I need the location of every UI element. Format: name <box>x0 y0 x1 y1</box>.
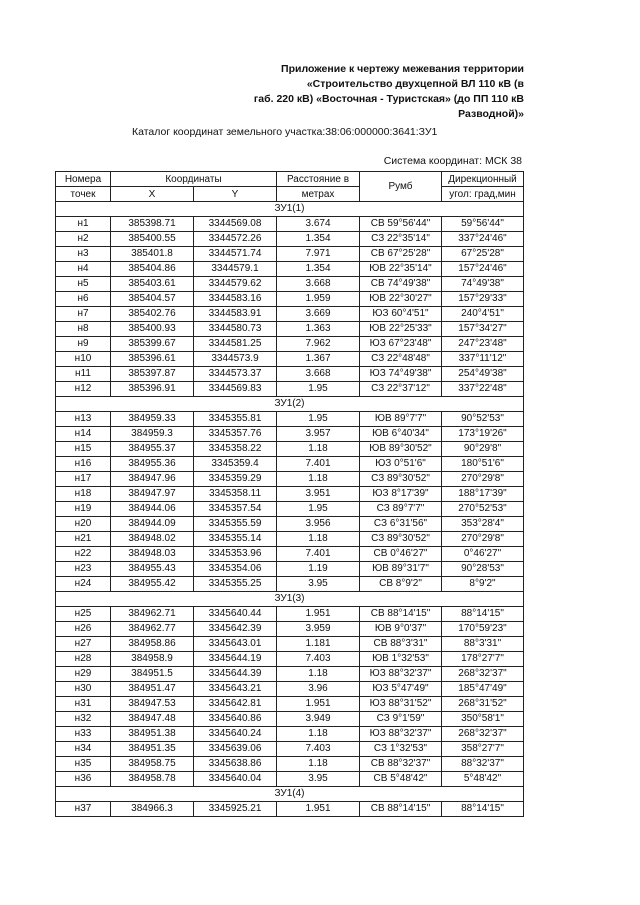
table-row <box>56 442 524 457</box>
rhumb-cell: ЮЗ 67°23'48" <box>360 337 442 352</box>
distance-cell: 1.95 <box>277 412 360 427</box>
point-number-cell: н24 <box>56 577 111 592</box>
y-coordinate-cell: 3344572.26 <box>194 232 277 247</box>
point-number-cell: н28 <box>56 652 111 667</box>
distance-cell: 3.668 <box>277 367 360 382</box>
point-number-cell: н13 <box>56 412 111 427</box>
x-coordinate-cell: 385402.76 <box>111 307 194 322</box>
section-label: ЗУ1(1) <box>56 202 524 217</box>
table-row <box>56 502 524 517</box>
point-number-cell: н17 <box>56 472 111 487</box>
distance-cell: 7.403 <box>277 652 360 667</box>
rhumb-cell: ЮЗ 60°4'51" <box>360 307 442 322</box>
y-coordinate-cell: 3344583.16 <box>194 292 277 307</box>
y-coordinate-cell: 3345639.06 <box>194 742 277 757</box>
x-coordinate-cell: 384955.42 <box>111 577 194 592</box>
angle-cell: 180°51'6" <box>442 457 524 472</box>
y-coordinate-cell: 3345355.14 <box>194 532 277 547</box>
x-coordinate-cell: 384951.47 <box>111 682 194 697</box>
point-number-cell: н30 <box>56 682 111 697</box>
y-coordinate-cell: 3345644.19 <box>194 652 277 667</box>
header-distance-top: Расстояние в <box>277 172 360 187</box>
rhumb-cell: СВ 8°9'2" <box>360 577 442 592</box>
x-coordinate-cell: 385404.86 <box>111 262 194 277</box>
x-coordinate-cell: 385400.93 <box>111 322 194 337</box>
x-coordinate-cell: 384955.37 <box>111 442 194 457</box>
point-number-cell: н26 <box>56 622 111 637</box>
angle-cell: 270°29'8" <box>442 472 524 487</box>
x-coordinate-cell: 384962.77 <box>111 622 194 637</box>
rhumb-cell: ЮЗ 5°47'49" <box>360 682 442 697</box>
y-coordinate-cell: 3345357.54 <box>194 502 277 517</box>
x-coordinate-cell: 384959.33 <box>111 412 194 427</box>
rhumb-cell: СЗ 89°7'7" <box>360 502 442 517</box>
distance-cell: 1.363 <box>277 322 360 337</box>
angle-cell: 270°52'53" <box>442 502 524 517</box>
table-row <box>56 682 524 697</box>
table-row <box>56 382 524 397</box>
table-row <box>56 802 524 817</box>
point-number-cell: н4 <box>56 262 111 277</box>
table-row <box>56 667 524 682</box>
y-coordinate-cell: 3344581.25 <box>194 337 277 352</box>
y-coordinate-cell: 3345358.11 <box>194 487 277 502</box>
y-coordinate-cell: 3344573.9 <box>194 352 277 367</box>
coordinate-system-label: Система координат: МСК 38 <box>383 155 522 167</box>
distance-cell: 1.18 <box>277 472 360 487</box>
table-row <box>56 637 524 652</box>
distance-cell: 1.18 <box>277 727 360 742</box>
header-y: Y <box>194 187 277 202</box>
rhumb-cell: ЮВ 9°0'37" <box>360 622 442 637</box>
distance-cell: 3.951 <box>277 487 360 502</box>
angle-cell: 254°49'38" <box>442 367 524 382</box>
table-row <box>56 727 524 742</box>
y-coordinate-cell: 3345357.76 <box>194 427 277 442</box>
point-number-cell: н37 <box>56 802 111 817</box>
title-line: «Строительство двухцепной ВЛ 110 кВ (в <box>306 78 524 90</box>
angle-cell: 0°46'27" <box>442 547 524 562</box>
point-number-cell: н31 <box>56 697 111 712</box>
title-line: Разводной)» <box>458 108 524 120</box>
angle-cell: 337°24'46" <box>442 232 524 247</box>
header-angle-top: Дирекционный <box>442 172 524 187</box>
y-coordinate-cell: 3345640.86 <box>194 712 277 727</box>
angle-cell: 74°49'38" <box>442 277 524 292</box>
point-number-cell: н5 <box>56 277 111 292</box>
angle-cell: 157°34'27" <box>442 322 524 337</box>
point-number-cell: н33 <box>56 727 111 742</box>
rhumb-cell: СВ 67°25'28" <box>360 247 442 262</box>
angle-cell: 88°32'37" <box>442 757 524 772</box>
table-row <box>56 517 524 532</box>
section-label: ЗУ1(2) <box>56 397 524 412</box>
angle-cell: 5°48'42" <box>442 772 524 787</box>
point-number-cell: н16 <box>56 457 111 472</box>
table-row <box>56 247 524 262</box>
distance-cell: 7.403 <box>277 742 360 757</box>
rhumb-cell: ЮВ 89°31'7" <box>360 562 442 577</box>
x-coordinate-cell: 385396.61 <box>111 352 194 367</box>
table-row <box>56 352 524 367</box>
point-number-cell: н27 <box>56 637 111 652</box>
table-row <box>56 772 524 787</box>
table-row <box>56 337 524 352</box>
x-coordinate-cell: 385396.91 <box>111 382 194 397</box>
distance-cell: 1.18 <box>277 442 360 457</box>
table-row <box>56 562 524 577</box>
y-coordinate-cell: 3345640.24 <box>194 727 277 742</box>
y-coordinate-cell: 3345640.04 <box>194 772 277 787</box>
point-number-cell: н34 <box>56 742 111 757</box>
header-rhumb: Румб <box>360 172 442 202</box>
rhumb-cell: СВ 5°48'42" <box>360 772 442 787</box>
table-row <box>56 292 524 307</box>
point-number-cell: н3 <box>56 247 111 262</box>
point-number-cell: н22 <box>56 547 111 562</box>
angle-cell: 353°28'4" <box>442 517 524 532</box>
angle-cell: 268°31'52" <box>442 697 524 712</box>
point-number-cell: н20 <box>56 517 111 532</box>
distance-cell: 1.95 <box>277 382 360 397</box>
distance-cell: 1.951 <box>277 697 360 712</box>
point-number-cell: н36 <box>56 772 111 787</box>
distance-cell: 1.354 <box>277 232 360 247</box>
distance-cell: 7.401 <box>277 457 360 472</box>
rhumb-cell: СЗ 89°30'52" <box>360 472 442 487</box>
x-coordinate-cell: 384955.43 <box>111 562 194 577</box>
table-row <box>56 232 524 247</box>
section-row <box>56 397 524 412</box>
y-coordinate-cell: 3345925.21 <box>194 802 277 817</box>
angle-cell: 88°3'31" <box>442 637 524 652</box>
angle-cell: 185°47'49" <box>442 682 524 697</box>
section-row <box>56 592 524 607</box>
point-number-cell: н19 <box>56 502 111 517</box>
angle-cell: 268°32'37" <box>442 727 524 742</box>
y-coordinate-cell: 3344583.91 <box>194 307 277 322</box>
coordinates-table <box>55 171 524 817</box>
rhumb-cell: ЮВ 89°30'52" <box>360 442 442 457</box>
point-number-cell: н8 <box>56 322 111 337</box>
x-coordinate-cell: 384944.09 <box>111 517 194 532</box>
angle-cell: 90°29'8" <box>442 442 524 457</box>
y-coordinate-cell: 3345355.25 <box>194 577 277 592</box>
table-row <box>56 757 524 772</box>
rhumb-cell: ЮВ 22°25'33" <box>360 322 442 337</box>
table-row <box>56 487 524 502</box>
y-coordinate-cell: 3345640.44 <box>194 607 277 622</box>
distance-cell: 3.957 <box>277 427 360 442</box>
angle-cell: 88°14'15" <box>442 802 524 817</box>
x-coordinate-cell: 384947.48 <box>111 712 194 727</box>
angle-cell: 173°19'26" <box>442 427 524 442</box>
x-coordinate-cell: 384951.35 <box>111 742 194 757</box>
y-coordinate-cell: 3345643.01 <box>194 637 277 652</box>
point-number-cell: н11 <box>56 367 111 382</box>
table-row <box>56 412 524 427</box>
table-row <box>56 712 524 727</box>
angle-cell: 59°56'44" <box>442 217 524 232</box>
catalog-caption: Каталог координат земельного участка:38:06:000000:3641:ЗУ1 <box>132 126 438 138</box>
distance-cell: 3.959 <box>277 622 360 637</box>
distance-cell: 1.951 <box>277 607 360 622</box>
table-row <box>56 322 524 337</box>
angle-cell: 90°28'53" <box>442 562 524 577</box>
x-coordinate-cell: 384947.96 <box>111 472 194 487</box>
point-number-cell: н21 <box>56 532 111 547</box>
rhumb-cell: СВ 88°14'15" <box>360 607 442 622</box>
y-coordinate-cell: 3344571.74 <box>194 247 277 262</box>
title-line: Приложение к чертежу межевания территории <box>281 63 524 75</box>
x-coordinate-cell: 384944.06 <box>111 502 194 517</box>
rhumb-cell: СЗ 1°32'53" <box>360 742 442 757</box>
x-coordinate-cell: 384959.3 <box>111 427 194 442</box>
y-coordinate-cell: 3344580.73 <box>194 322 277 337</box>
distance-cell: 3.674 <box>277 217 360 232</box>
table-row <box>56 742 524 757</box>
x-coordinate-cell: 384948.03 <box>111 547 194 562</box>
table-row <box>56 307 524 322</box>
y-coordinate-cell: 3345354.06 <box>194 562 277 577</box>
distance-cell: 3.668 <box>277 277 360 292</box>
x-coordinate-cell: 384951.5 <box>111 667 194 682</box>
table-header <box>56 172 524 202</box>
table-row <box>56 427 524 442</box>
rhumb-cell: ЮЗ 0°51'6" <box>360 457 442 472</box>
table-row <box>56 577 524 592</box>
angle-cell: 268°32'37" <box>442 667 524 682</box>
x-coordinate-cell: 384947.53 <box>111 697 194 712</box>
point-number-cell: н15 <box>56 442 111 457</box>
y-coordinate-cell: 3345355.59 <box>194 517 277 532</box>
y-coordinate-cell: 3345643.21 <box>194 682 277 697</box>
rhumb-cell: СЗ 9°1'59" <box>360 712 442 727</box>
x-coordinate-cell: 385401.8 <box>111 247 194 262</box>
rhumb-cell: ЮЗ 88°32'37" <box>360 667 442 682</box>
x-coordinate-cell: 385400.55 <box>111 232 194 247</box>
rhumb-cell: ЮЗ 88°32'37" <box>360 727 442 742</box>
distance-cell: 1.181 <box>277 637 360 652</box>
point-number-cell: н25 <box>56 607 111 622</box>
distance-cell: 1.18 <box>277 667 360 682</box>
point-number-cell: н12 <box>56 382 111 397</box>
distance-cell: 7.971 <box>277 247 360 262</box>
point-number-cell: н18 <box>56 487 111 502</box>
rhumb-cell: СВ 88°14'15" <box>360 802 442 817</box>
angle-cell: 90°52'53" <box>442 412 524 427</box>
rhumb-cell: СВ 59°56'44" <box>360 217 442 232</box>
y-coordinate-cell: 3345359.4 <box>194 457 277 472</box>
angle-cell: 157°29'33" <box>442 292 524 307</box>
rhumb-cell: ЮЗ 74°49'38" <box>360 367 442 382</box>
distance-cell: 1.95 <box>277 502 360 517</box>
table-row <box>56 262 524 277</box>
rhumb-cell: СЗ 89°30'52" <box>360 532 442 547</box>
distance-cell: 1.367 <box>277 352 360 367</box>
y-coordinate-cell: 3344569.83 <box>194 382 277 397</box>
x-coordinate-cell: 385398.71 <box>111 217 194 232</box>
point-number-cell: н35 <box>56 757 111 772</box>
point-number-cell: н29 <box>56 667 111 682</box>
distance-cell: 7.962 <box>277 337 360 352</box>
distance-cell: 1.354 <box>277 262 360 277</box>
rhumb-cell: СЗ 22°48'48" <box>360 352 442 367</box>
x-coordinate-cell: 384958.78 <box>111 772 194 787</box>
point-number-cell: н1 <box>56 217 111 232</box>
distance-cell: 3.949 <box>277 712 360 727</box>
rhumb-cell: СЗ 22°37'12" <box>360 382 442 397</box>
x-coordinate-cell: 385404.57 <box>111 292 194 307</box>
rhumb-cell: ЮВ 6°40'34" <box>360 427 442 442</box>
distance-cell: 3.95 <box>277 577 360 592</box>
table-body <box>56 202 524 817</box>
rhumb-cell: СВ 0°46'27" <box>360 547 442 562</box>
table-row <box>56 457 524 472</box>
y-coordinate-cell: 3345358.22 <box>194 442 277 457</box>
rhumb-cell: СЗ 6°31'56" <box>360 517 442 532</box>
table-row <box>56 277 524 292</box>
angle-cell: 170°59'23" <box>442 622 524 637</box>
x-coordinate-cell: 385397.87 <box>111 367 194 382</box>
y-coordinate-cell: 3344579.62 <box>194 277 277 292</box>
point-number-cell: н2 <box>56 232 111 247</box>
distance-cell: 3.95 <box>277 772 360 787</box>
table-row <box>56 472 524 487</box>
title-line: габ. 220 кВ) «Восточная - Туристская» (до ПП 110 кВ <box>253 93 524 105</box>
rhumb-cell: СЗ 22°35'14" <box>360 232 442 247</box>
table-row <box>56 697 524 712</box>
y-coordinate-cell: 3345642.81 <box>194 697 277 712</box>
point-number-cell: н10 <box>56 352 111 367</box>
angle-cell: 247°23'48" <box>442 337 524 352</box>
table-row <box>56 217 524 232</box>
header-distance-bottom: метрах <box>277 187 360 202</box>
angle-cell: 67°25'28" <box>442 247 524 262</box>
rhumb-cell: ЮВ 89°7'7" <box>360 412 442 427</box>
distance-cell: 1.959 <box>277 292 360 307</box>
table-row <box>56 547 524 562</box>
angle-cell: 178°27'7" <box>442 652 524 667</box>
x-coordinate-cell: 384958.9 <box>111 652 194 667</box>
angle-cell: 358°27'7" <box>442 742 524 757</box>
x-coordinate-cell: 384955.36 <box>111 457 194 472</box>
x-coordinate-cell: 384962.71 <box>111 607 194 622</box>
rhumb-cell: ЮВ 22°35'14" <box>360 262 442 277</box>
section-label: ЗУ1(3) <box>56 592 524 607</box>
x-coordinate-cell: 384951.38 <box>111 727 194 742</box>
x-coordinate-cell: 385399.67 <box>111 337 194 352</box>
x-coordinate-cell: 384947.97 <box>111 487 194 502</box>
rhumb-cell: ЮЗ 88°31'52" <box>360 697 442 712</box>
section-row <box>56 787 524 802</box>
distance-cell: 1.951 <box>277 802 360 817</box>
x-coordinate-cell: 384966.3 <box>111 802 194 817</box>
y-coordinate-cell: 3344569.08 <box>194 217 277 232</box>
y-coordinate-cell: 3345638.86 <box>194 757 277 772</box>
distance-cell: 1.18 <box>277 532 360 547</box>
y-coordinate-cell: 3345355.81 <box>194 412 277 427</box>
angle-cell: 337°22'48" <box>442 382 524 397</box>
y-coordinate-cell: 3345359.29 <box>194 472 277 487</box>
rhumb-cell: СВ 88°32'37" <box>360 757 442 772</box>
point-number-cell: н32 <box>56 712 111 727</box>
y-coordinate-cell: 3344579.1 <box>194 262 277 277</box>
header-angle-bottom: угол: град,мин <box>442 187 524 202</box>
document-title <box>194 62 524 122</box>
distance-cell: 3.669 <box>277 307 360 322</box>
table-row <box>56 622 524 637</box>
rhumb-cell: ЮЗ 8°17'39" <box>360 487 442 502</box>
section-label: ЗУ1(4) <box>56 787 524 802</box>
header-coordinates: Координаты <box>111 172 277 187</box>
angle-cell: 350°58'1" <box>442 712 524 727</box>
table-row <box>56 367 524 382</box>
angle-cell: 157°24'46" <box>442 262 524 277</box>
header-number-top: Номера <box>56 172 111 187</box>
y-coordinate-cell: 3344573.37 <box>194 367 277 382</box>
distance-cell: 1.19 <box>277 562 360 577</box>
angle-cell: 8°9'2" <box>442 577 524 592</box>
table-row <box>56 652 524 667</box>
point-number-cell: н23 <box>56 562 111 577</box>
rhumb-cell: СВ 74°49'38" <box>360 277 442 292</box>
x-coordinate-cell: 384958.75 <box>111 757 194 772</box>
distance-cell: 1.18 <box>277 757 360 772</box>
point-number-cell: н7 <box>56 307 111 322</box>
header-number-bottom: точек <box>56 187 111 202</box>
angle-cell: 88°14'15" <box>442 607 524 622</box>
distance-cell: 3.96 <box>277 682 360 697</box>
rhumb-cell: ЮВ 22°30'27" <box>360 292 442 307</box>
table-row <box>56 532 524 547</box>
angle-cell: 270°29'8" <box>442 532 524 547</box>
angle-cell: 240°4'51" <box>442 307 524 322</box>
x-coordinate-cell: 385403.61 <box>111 277 194 292</box>
y-coordinate-cell: 3345353.96 <box>194 547 277 562</box>
x-coordinate-cell: 384958.86 <box>111 637 194 652</box>
x-coordinate-cell: 384948.02 <box>111 532 194 547</box>
y-coordinate-cell: 3345642.39 <box>194 622 277 637</box>
distance-cell: 3.956 <box>277 517 360 532</box>
y-coordinate-cell: 3345644.39 <box>194 667 277 682</box>
table-row <box>56 607 524 622</box>
rhumb-cell: СВ 88°3'31" <box>360 637 442 652</box>
point-number-cell: н14 <box>56 427 111 442</box>
section-row <box>56 202 524 217</box>
angle-cell: 337°11'12" <box>442 352 524 367</box>
point-number-cell: н9 <box>56 337 111 352</box>
rhumb-cell: ЮВ 1°32'53" <box>360 652 442 667</box>
point-number-cell: н6 <box>56 292 111 307</box>
angle-cell: 188°17'39" <box>442 487 524 502</box>
distance-cell: 7.401 <box>277 547 360 562</box>
header-x: X <box>111 187 194 202</box>
